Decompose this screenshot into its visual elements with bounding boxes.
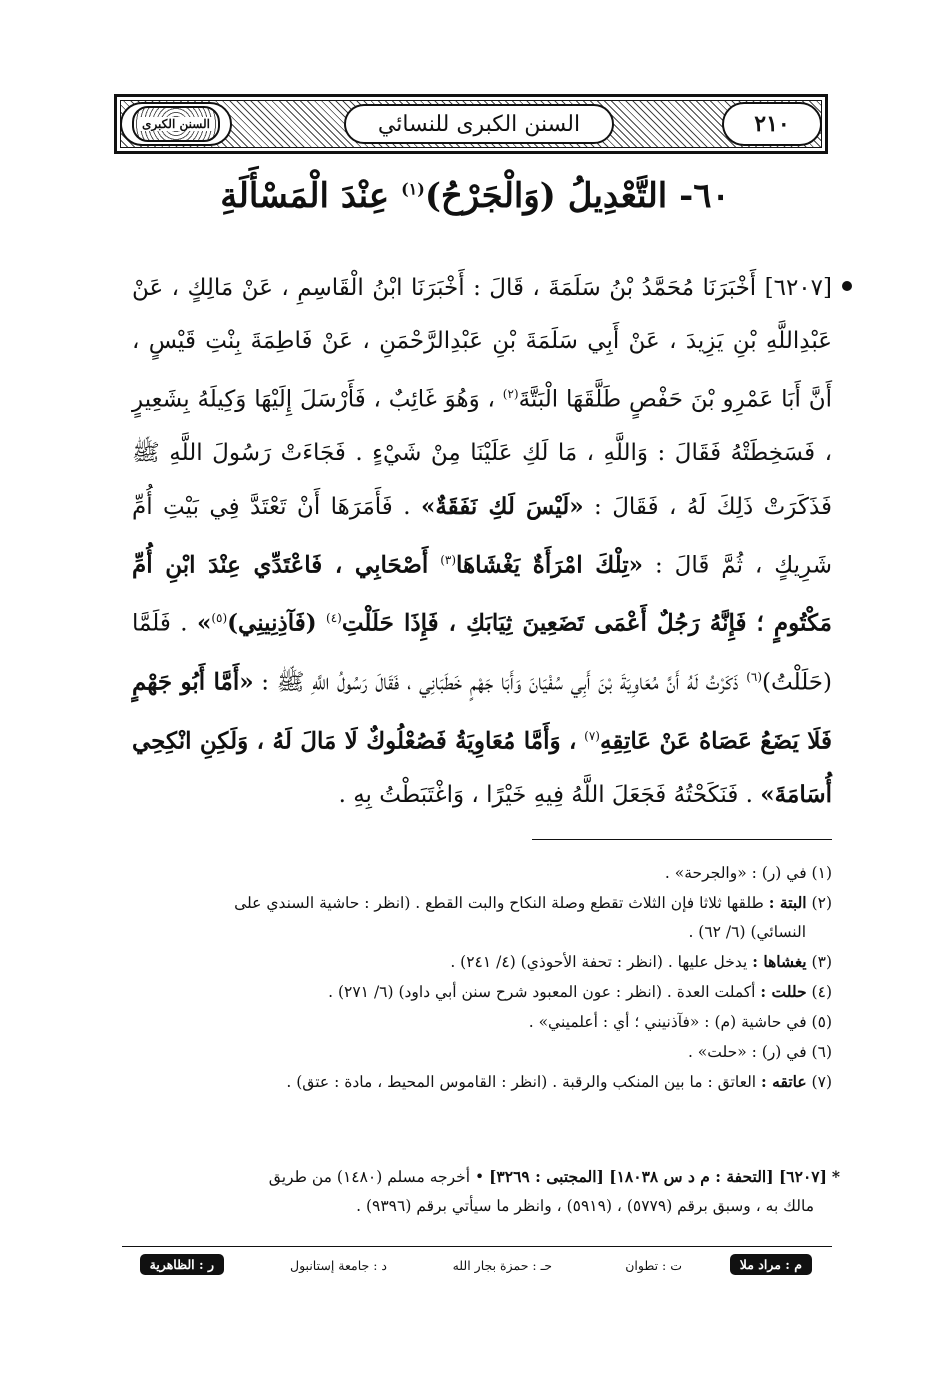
footnote-ref: (٢): [502, 387, 519, 401]
footnote-number: (٥): [811, 1013, 832, 1031]
footnote-ref: (٥): [211, 611, 228, 626]
footnote-ref: (٤): [326, 611, 342, 626]
hadith-narration: ، وَهُوَ غَائِبٌ ، فَأَرْسَلَ إِلَيْهَا وَكِيلَهُ بِشَعِيرٍ ، فَسَخِطَتْهُ فَقَالَ : وَاللَّهِ ، مَا لَكِ عَلَيْنَا مِنْ شَيْءٍ . فَجَاءَتْ رَسُولَ اللَّهِ ﷺ فَذَكَرَتْ ذَلِكَ لَهُ ، فَقَالَ :: [132, 386, 833, 520]
page-number: ٢١٠: [722, 102, 822, 146]
takhrij-line: [120, 1162, 840, 1192]
footnote-ref: (٧): [584, 728, 600, 743]
page-header: [114, 94, 828, 154]
emblem-badge: [132, 106, 220, 142]
footnote-continuation: [122, 918, 832, 947]
footnotes: [122, 858, 832, 1097]
footnote-text: طلقها ثلاثا فإن الثلاث تقطع وصلة النكاح والبت القطع . (انظر : حاشية السندي على: [234, 894, 764, 912]
footnote: [122, 1067, 832, 1097]
book-emblem: [120, 102, 232, 146]
hadith-quote: «لَيْسَ لَكِ نَفَقَةٌ»: [420, 492, 584, 520]
footnote-text: في (ر) : «والجرحة» .: [664, 864, 807, 882]
hadith-narration: . فَلَمَّا (حَلَلْتُ): [132, 610, 832, 696]
chapter-title-text: ٦٠- التَّعْدِيلُ (وَالْجَرْحُ): [424, 176, 730, 216]
hadith-quote: »: [196, 609, 212, 637]
hadith-quote: أَصْحَابِي ، فَاعْتَدِّي عِنْدَ ابْنِ أُمِّ مَكْتُومٍ ؛ فَإِنَّهُ رَجُلٌ أَعْمَى تَضَعِينَ ثِيَابَكِ ، فَإِذَا حَلَلْتِ: [132, 551, 832, 637]
footnote-term: عاتقه :: [761, 1072, 807, 1091]
chapter-title: [150, 176, 800, 216]
footnote-text: يدخل عليها . (انظر : تحفة الأحوذي) (٤/ ٢٤١) .: [450, 953, 748, 971]
footnote: [122, 1037, 832, 1067]
siglum-t: ت : تطوان: [625, 1258, 682, 1273]
chapter-title-end: عِنْدَ الْمَسْأَلَةِ: [220, 176, 390, 216]
takhrij-line: مالك به ، وسبق برقم (٥٧٧٩) ، (٥٩١٩) ، وانظر ما سيأتي برقم (٩٣٩٦) .: [356, 1197, 814, 1215]
footnote-term: يغشاها :: [752, 952, 807, 971]
takhrij-text: • أخرجه مسلم (١٤٨٠) من طريق: [268, 1168, 485, 1186]
siglum-h: حـ : حمزة بجار الله: [452, 1258, 552, 1273]
hadith-narration: ذَكَرْتُ لَهُ أَنَّ مُعَاوِيَةَ بْنَ أَبِي سُفْيَانَ وَأَبَا جَهْمٍ خَطَبَانِي ، فَقَالَ رَسُولُ اللَّهِ ﷺ :: [261, 669, 739, 696]
hadith-quote: «تِلْكَ امْرَأَةٌ يَغْشَاهَا: [456, 551, 644, 579]
footnote-ref: (٣): [440, 552, 457, 567]
hadith-quote: (فَآذِنِينِي): [227, 609, 317, 637]
manuscript-sigla: [122, 1254, 832, 1282]
footnote-number: (٢): [811, 894, 832, 912]
takhrij-refs: [٦٢٠٧] [التحفة : م د س ١٨٠٣٨] [المجتبى : ٣٢٦٩]: [489, 1167, 827, 1186]
footer-divider: [122, 1246, 832, 1247]
footnote: [122, 1007, 832, 1037]
footnote-text: في (ر) : «حلت» .: [687, 1043, 807, 1061]
hadith-isnad: [٦٢٠٧] أَخْبَرَنَا مُحَمَّدُ بْنُ سَلَمَةَ ، قَالَ : أَخْبَرَنَا ابْنُ الْقَاسِمِ ، عَنْ مَالِكٍ ، عَنْ عَبْدِاللَّهِ بْنِ يَزِيدَ ، عَنْ أَبِي سَلَمَةَ بْنِ عَبْدِالرَّحْمَنِ ، عَنْ فَاطِمَةَ بِنْتِ قَيْسٍ ، أَنَّ أَبَا عَمْرِو بْنَ حَفْصٍ طَلَّقَهَا الْبَتَّةَ: [132, 275, 833, 413]
footnote: [122, 888, 832, 918]
footnote-term: البتة :: [768, 893, 807, 912]
footnote-number: (٧): [811, 1073, 832, 1091]
takhrij: [120, 1162, 840, 1221]
footnote-text: في حاشية (م) : «فآذنيني ؛ أي : أعلميني» .: [528, 1013, 807, 1031]
hadith-text: [132, 262, 832, 822]
hadith-narration: . فَنَكَحْتُهُ فَجَعَلَ اللَّهُ فِيهِ خَيْرًا ، وَاغْتَبَطْتُ بِهِ .: [338, 782, 753, 809]
footnote-text: أكملت العدة . (انظر : عون المعبود شرح سنن أبي داود) (٦/ ٢٧١) .: [328, 983, 756, 1001]
footnote-number: (٣): [811, 953, 832, 971]
footnote-divider: [532, 839, 832, 840]
hadith-narration: . فَأَمَرَهَا أَنْ تَعْتَدَّ فِي بَيْتِ أُمِّ شَرِيكٍ ، ثُمَّ قَالَ :: [132, 493, 832, 579]
siglum-r: ر : الظاهرية: [140, 1254, 224, 1275]
footnote-term: حللت :: [760, 982, 807, 1001]
footnote: [122, 858, 832, 888]
footnote: [122, 947, 832, 977]
footnote-ref: (٦): [746, 669, 763, 684]
footnote-text: العاتق : ما بين المنكب والرقبة . (انظر : القاموس المحيط ، مادة : عتق) .: [286, 1073, 757, 1091]
hadith-quote: «أَمَّا أَبُو جَهْمٍ فَلَا يَضَعُ عَصَاهُ عَنْ عَاتِقِهِ: [132, 668, 832, 755]
siglum-d: د : جامعة إستانبول: [290, 1258, 387, 1273]
footnote-ref: (١): [401, 179, 425, 199]
siglum-m: م : مراد ملا: [730, 1254, 812, 1275]
asterisk-icon: *: [831, 1167, 840, 1186]
footnote-number: (٦): [811, 1043, 832, 1061]
book-title: السنن الكبرى للنسائي: [344, 104, 614, 144]
footnote-number: (٤): [811, 983, 832, 1001]
footnote-number: (١): [811, 864, 832, 882]
bullet-icon: [842, 281, 852, 291]
hadith-quote: ، وَأَمَّا مُعَاوِيَةُ فَصُعْلُوكٌ لَا مَالَ لَهُ ، وَلَكِنِ انْكِحِي أُسَامَةَ»: [132, 727, 832, 809]
emblem-text: السنن الكبرى: [138, 117, 214, 131]
footnote: [122, 977, 832, 1007]
footnote-text: النسائي) (٦/ ٦٢) .: [688, 923, 806, 941]
